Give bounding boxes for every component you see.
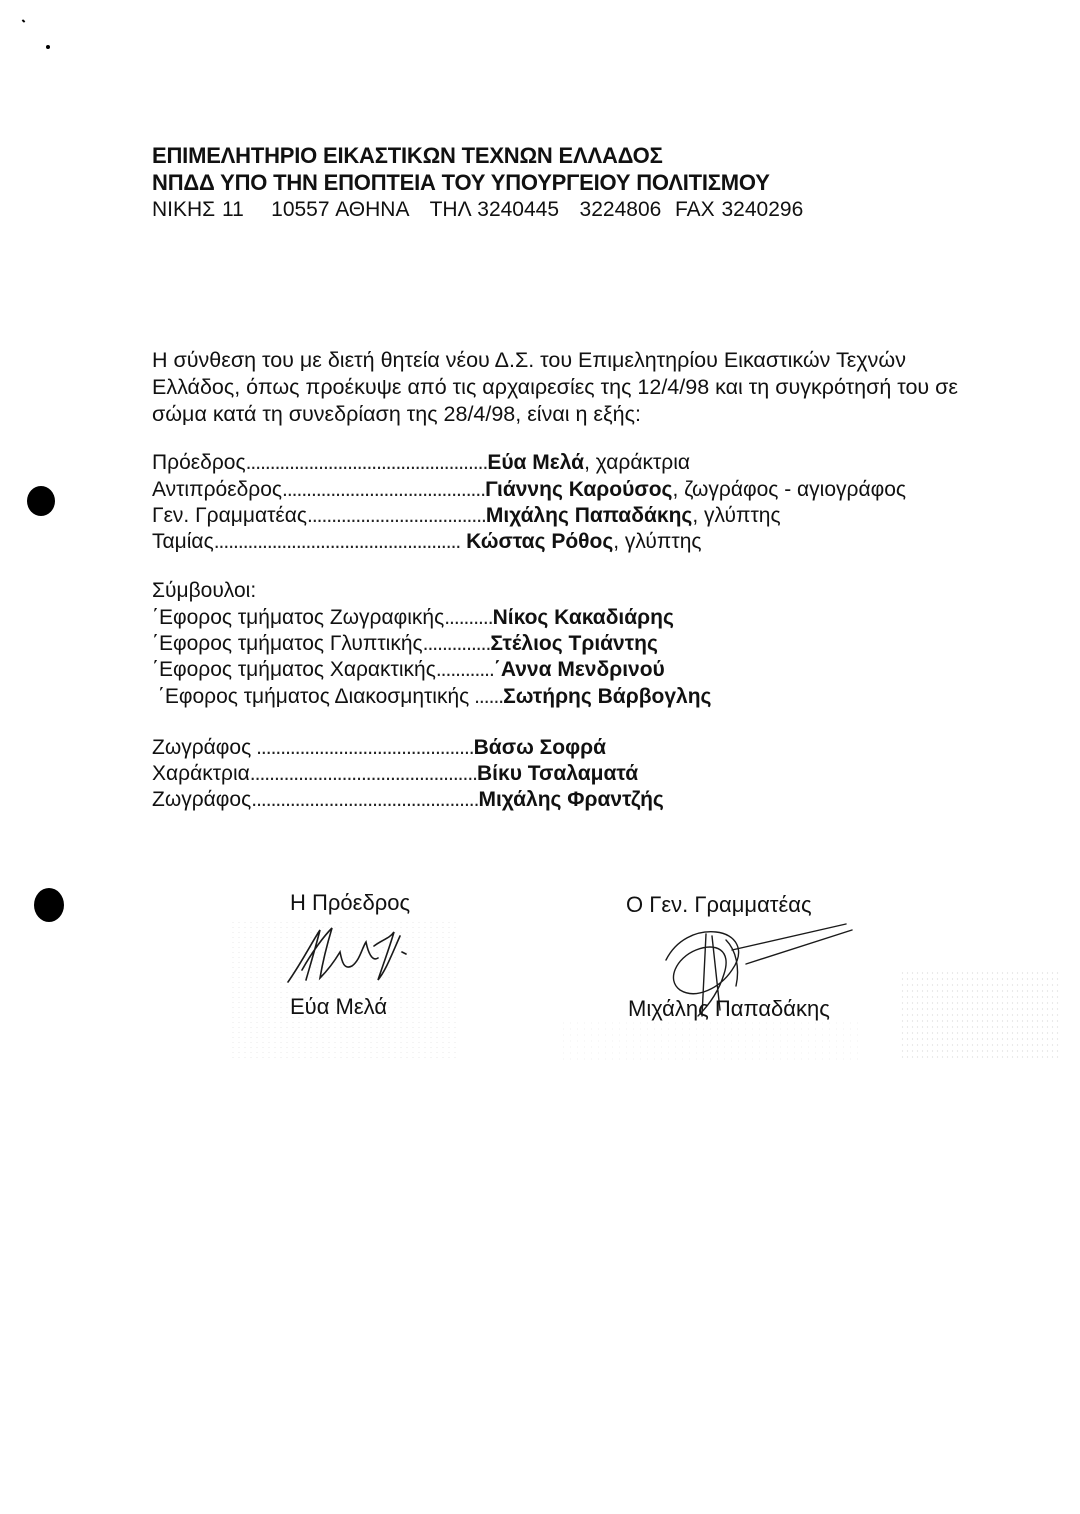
board-row-general-secretary <box>152 503 781 529</box>
leader-dots: .......... <box>444 606 493 629</box>
leader-dots: ............................................... <box>249 762 478 785</box>
leader-dots: ............................................. <box>251 736 474 759</box>
member-name: Βίκυ Τσαλαματά <box>477 762 639 785</box>
org-postal: 10557 ΑΘΗΝΑ <box>271 198 410 221</box>
member-role: Ζωγράφος <box>152 788 252 811</box>
member-row <box>152 787 664 813</box>
member-name: Βάσω Σοφρά <box>473 736 606 759</box>
president-signature <box>282 922 422 992</box>
president-name: Εύα Μελά <box>290 994 388 1019</box>
scan-speck <box>22 19 26 22</box>
leader-dots: ............................................... <box>251 788 479 811</box>
scan-noise <box>230 920 460 1060</box>
advisor-row <box>152 631 658 657</box>
advisor-row <box>152 605 674 631</box>
org-phone: ΤΗΛ 3240445 <box>429 198 560 221</box>
board-name: Κώστας Ρόθος <box>460 530 614 553</box>
board-profession: , χαράκτρια <box>584 451 691 474</box>
punch-hole-bottom <box>34 888 64 922</box>
advisor-name: Σωτήρης Βάρβογλης <box>503 685 712 708</box>
leader-dots: ..................................... <box>307 504 486 527</box>
advisor-row <box>152 657 665 683</box>
org-fax: FAX 3240296 <box>674 198 804 221</box>
board-name: Γιάννης Καρούσος <box>485 478 673 501</box>
board-row-vice-president <box>152 477 906 503</box>
advisor-role: ΄Εφορος τμήματος Γλυπτικής <box>152 632 423 655</box>
org-address: ΝΙΚΗΣ 11 <box>152 198 244 221</box>
leader-dots: ................................................... <box>213 530 461 553</box>
scan-noise <box>900 970 1060 1060</box>
board-row-president <box>152 450 690 476</box>
advisor-role: ΄Εφορος τμήματος Ζωγραφικής <box>152 606 445 629</box>
advisor-row <box>152 684 711 710</box>
board-name: Μιχάλης Παπαδάκης <box>485 504 693 527</box>
advisor-name: Στέλιος Τριάντης <box>490 632 658 655</box>
advisor-name: ΄Αννα Μενδρινού <box>493 658 665 681</box>
secretary-name: Μιχάλης Παπαδάκης <box>628 996 830 1021</box>
board-profession: , ζωγράφος - αγιογράφος <box>672 478 907 501</box>
org-phone2: 3224806 <box>579 198 662 221</box>
leader-dots: .......................................... <box>282 478 486 501</box>
advisor-role: ΄Εφορος τμήματος Διακοσμητικής <box>152 685 470 708</box>
org-status: ΝΠΔΔ ΥΠΟ ΤΗΝ ΕΠΟΠΤΕΙΑ ΤΟΥ ΥΠΟΥΡΓΕΙΟΥ ΠΟΛΙΤΙΣΜΟΥ <box>152 170 770 195</box>
advisors-label: Σύμβουλοι: <box>152 579 257 602</box>
leader-dots: ............ <box>435 658 494 681</box>
scan-noise <box>560 1020 860 1060</box>
board-name: Εύα Μελά <box>487 451 585 474</box>
board-role: Αντιπρόεδρος <box>152 478 282 501</box>
intro-line-1: Η σύνθεση του με διετή θητεία νέου Δ.Σ. του Επιμελητηρίου Εικαστικών Τεχνών <box>152 348 906 372</box>
secretary-title: Ο Γεν. Γραμματέας <box>626 892 812 917</box>
member-role: Ζωγράφος <box>152 736 252 759</box>
punch-hole-top <box>27 486 55 516</box>
board-role: Γεν. Γραμματέας <box>152 504 308 527</box>
intro-line-3: σώμα κατά τη συνεδρίαση της 28/4/98, είναι η εξής: <box>152 402 641 426</box>
advisor-name: Νίκος Κακαδιάρης <box>492 606 674 629</box>
member-row <box>152 735 606 761</box>
board-profession: , γλύπτης <box>692 504 781 527</box>
intro-line-2: Ελλάδος, όπως προέκυψε από τις αρχαιρεσίες της 12/4/98 και τη συγκρότησή του σε <box>152 375 959 399</box>
member-name: Μιχάλης Φραντζής <box>478 788 664 811</box>
member-role: Χαράκτρια <box>152 762 250 785</box>
leader-dots: .............. <box>422 632 491 655</box>
member-row <box>152 761 638 787</box>
scan-speck <box>46 45 50 49</box>
org-name: ΕΠΙΜΕΛΗΤΗΡΙΟ ΕΙΚΑΣΤΙΚΩΝ ΤΕΧΝΩΝ ΕΛΛΑΔΟΣ <box>152 143 663 168</box>
board-row-treasurer <box>152 529 702 555</box>
org-contact <box>152 197 803 223</box>
advisor-role: ΄Εφορος τμήματος Χαρακτικής <box>152 658 436 681</box>
board-role: Ταμίας <box>152 530 214 553</box>
board-profession: , γλύπτης <box>613 530 702 553</box>
president-title: Η Πρόεδρος <box>290 890 411 915</box>
board-role: Πρόεδρος <box>152 451 246 474</box>
leader-dots: .................................................. <box>245 451 488 474</box>
leader-dots: ...... <box>469 685 504 708</box>
